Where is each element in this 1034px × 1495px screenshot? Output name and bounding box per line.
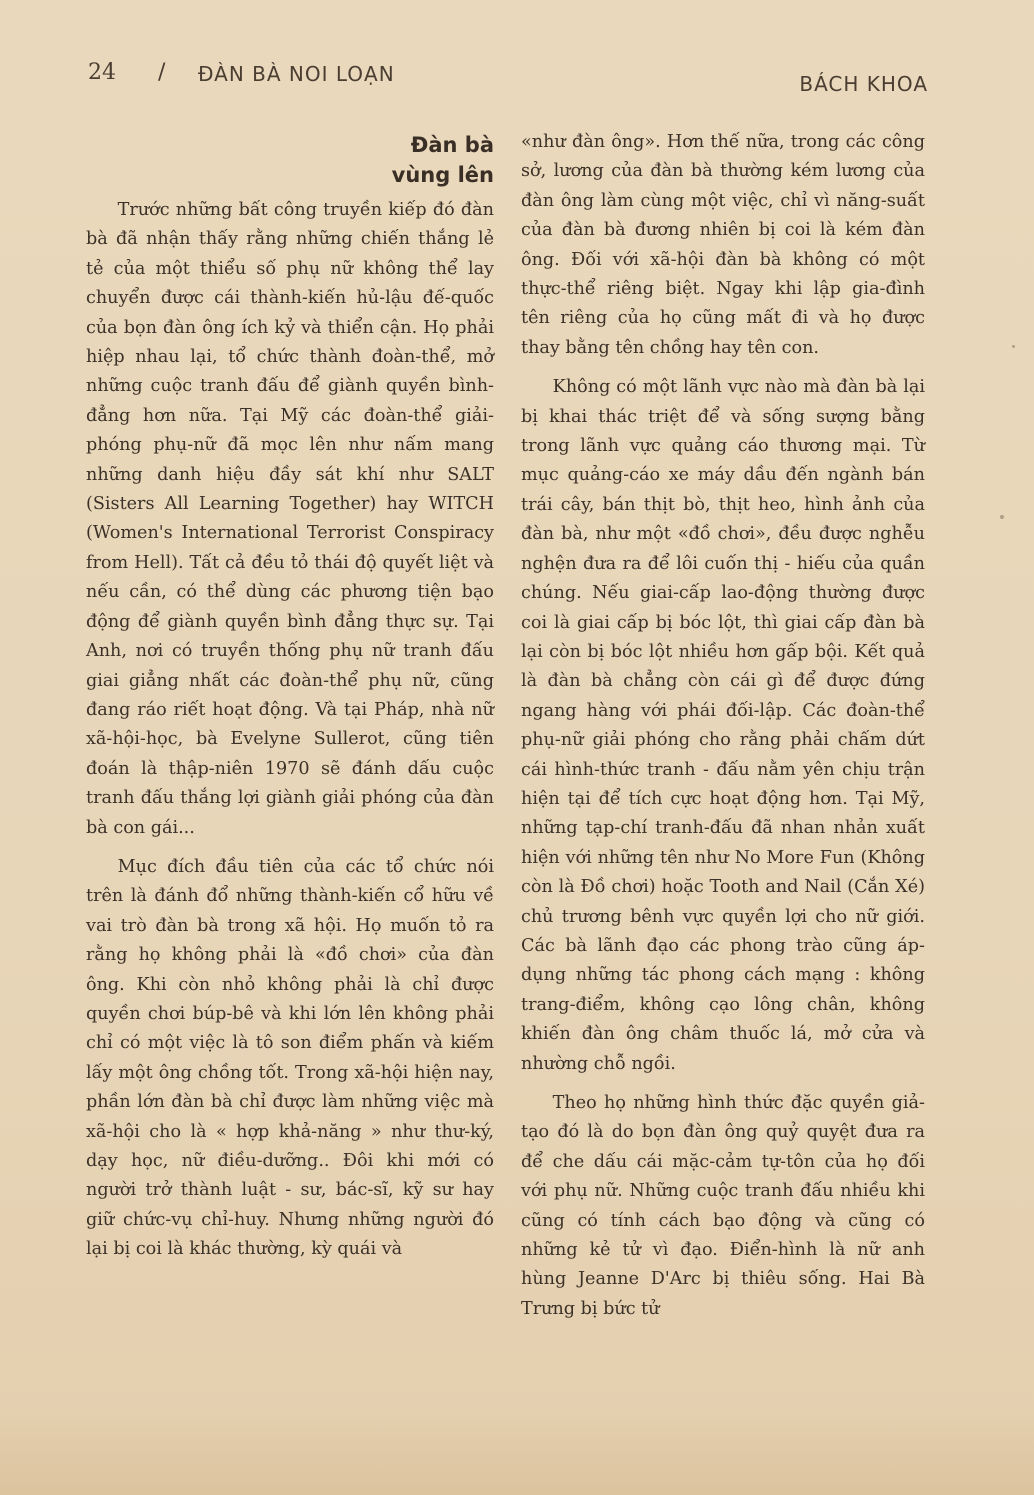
right-paragraph-2: Không có một lãnh vực nào mà đàn bà lại bị khai thác triệt để và sống sượng bằng trong lãnh vực quảng cáo thương mại. Từ mục quảng-cáo xe máy dầu đến ngành bán trái cây, bán thịt bò, thịt heo, hình ảnh của đàn bà, như một «đồ chơi», đều được nghễu nghện đưa ra để lôi cuốn thị - hiếu của quần chúng. Nếu giai-cấp lao-động thường được coi là giai cấp bị bóc lột, thì giai cấp đàn bà lại còn bị bóc lột nhiều hơn gấp bội. Kết quả là đàn bà chẳng còn cái gì để được đứng ngang hàng với phái đối-lập. Các đoàn-thể phụ-nữ giải phóng cho rằng phải chấm dứt cái hình-thức tranh - đấu nằm yên chịu trận hiện tại để tích cực hoạt động hơn. Tại Mỹ, những tạp-chí tranh-đấu đã nhan nhản xuất hiện với những tên như No More Fun (Không còn là Đồ chơi) hoặc Tooth and Nail (Cắn Xé) chủ trương bênh vực quyền lợi cho nữ giới. Các bà lãnh đạo các phong trào cũng áp-dụng những tác phong cách mạng : không trang-điểm, không cạo lông chân, không khiến đàn ông châm thuốc lá, mở cửa và nhường chỗ ngồi. [521,377,925,1074]
right-column [521,128,925,1324]
left-column [86,128,494,1265]
page-edge-shading [0,1405,1034,1495]
left-paragraph-1: Trước những bất công truyền kiếp đó đàn bà đã nhận thấy rằng những chiến thắng lẻ tẻ của một thiểu số phụ nữ không thể lay chuyển được cái thành-kiến hủ-lậu đế-quốc của bọn đàn ông ích kỷ và thiển cận. Họ phải hiệp nhau lại, tổ chức thành đoàn-thể, mở những cuộc tranh đấu để giành quyền bình-đẳng hơn nữa. Tại Mỹ các đoàn-thể giải-phóng phụ-nữ đã mọc lên như nấm mang những danh hiệu đầy sát khí như SALT (Sisters All Learning Together) hay WITCH (Women's International Terrorist Conspiracy from Hell). Tất cả đều tỏ thái độ quyết liệt và nếu cần, có thể dùng các phương tiện bạo động để giành quyền bình đẳng thực sự. Tại Anh, nơi có truyền thống phụ nữ tranh đấu giai giẳng nhất các đoàn-thể phụ nữ, cũng đang ráo riết hoạt động. Và tại Pháp, nhà nữ xã-hội-học, bà Evelyne Sullerot, cũng tiên đoán là thập-niên 1970 sẽ đánh dấu cuộc tranh đấu thắng lợi giành giải phóng của đàn bà con gái... [86,200,494,838]
section-heading-line-1: Đàn bà [410,133,494,157]
right-paragraph-1: «như đàn ông». Hơn thế nữa, trong các công sở, lương của đàn bà thường kém lương của đàn ông làm cùng một việc, chỉ vì năng-suất của đàn bà đương nhiên bị coi là kém đàn ông. Đối với xã-hội đàn bà không có một thực-thể riêng biệt. Ngay khi lập gia-đình tên riêng của họ cũng mất đi và họ được thay bằng tên chồng hay tên con. [521,132,925,358]
right-paragraph-3: Theo họ những hình thức đặc quyền giả-tạo đó là do bọn đàn ông quỷ quyệt đưa ra để che dấu cái mặc-cảm tự-tôn của họ đối với phụ nữ. Những cuộc tranh đấu nhiều khi cũng có tính cách bạo động và cũng có những kẻ tử vì đạo. Điển-hình là nữ anh hùng Jeanne D'Arc bị thiêu sống. Hai Bà Trưng bị bức tử [521,1093,925,1319]
paper-speck [1012,345,1015,348]
paper-speck [1000,515,1004,519]
page-header [88,60,928,100]
page-number: 24 [88,60,116,85]
magazine-name: BÁCH KHOA [799,72,928,96]
section-heading [86,130,494,190]
section-heading-line-2: vùng lên [391,163,494,187]
running-title: ĐÀN BÀ NOI LOẠN [198,62,395,86]
left-paragraph-2: Mục đích đầu tiên của các tổ chức nói trên là đánh đổ những thành-kiến cổ hữu về vai trò đàn bà trong xã hội. Họ muốn tỏ ra rằng họ không phải là «đồ chơi» của đàn ông. Khi còn nhỏ không phải là chỉ được quyền chơi búp-bê và khi lớn lên không phải chỉ có một việc là tô son điểm phấn và kiếm lấy một ông chồng tốt. Trong xã-hội hiện nay, phần lớn đàn bà chỉ được làm những việc mà xã-hội cho là « hợp khả-năng » như thư-ký, dạy học, nữ điều-dưỡng.. Đôi khi mới có người trở thành luật - sư, bác-sĩ, kỹ sư hay giữ chức-vụ chỉ-huy. Nhưng những người đó lại bị coi là khác thường, kỳ quái và [86,856,494,1260]
header-separator: / [158,60,166,85]
